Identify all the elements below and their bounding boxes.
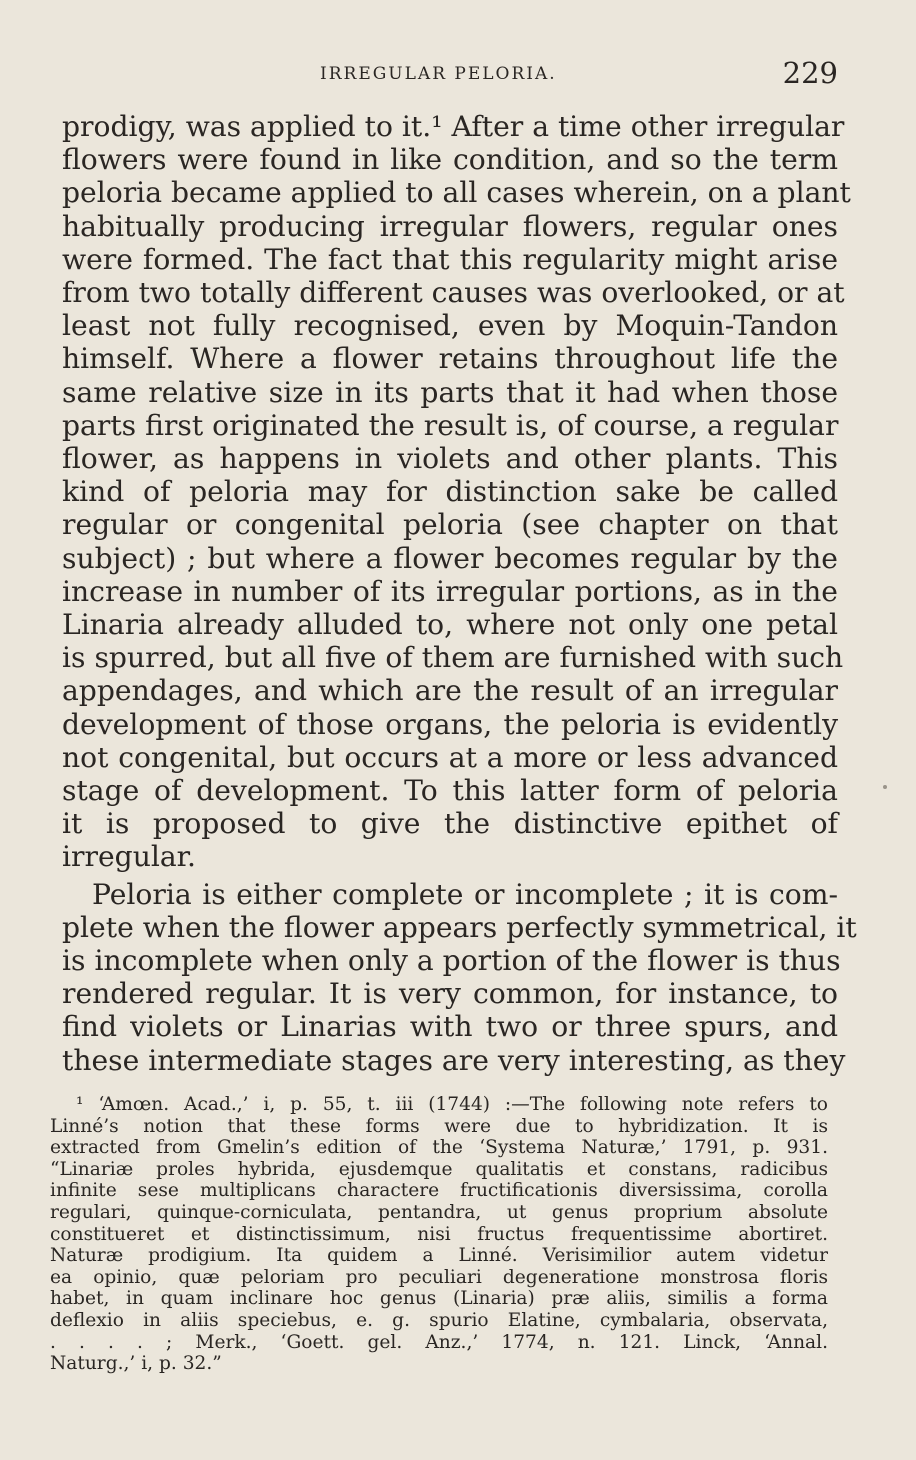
text-line: plete when the flower appears perfectly symmetrical, it <box>62 910 857 944</box>
footnote-line: Naturæ prodigium. Ita quidem a Linné. Verisimilior autem videtur <box>50 1245 828 1267</box>
text-line: himself. Where a flower retains throughout life the <box>62 342 838 376</box>
text-line: not congenital, but occurs at a more or less advanced <box>62 740 838 774</box>
main-text <box>62 110 857 1077</box>
footnote-line: “Linariæ proles hybrida, ejusdemque qualitatis et constans, radicibus <box>50 1158 828 1180</box>
text-line: development of those organs, the peloria is evidently <box>62 707 838 741</box>
text-line: find violets or Linarias with two or three spurs, and <box>62 1010 838 1044</box>
footnote-line: extracted from Gmelin’s edition of the ‘Systema Naturæ,’ 1791, p. 931. <box>50 1137 828 1159</box>
text-line: subject) ; but where a flower becomes regular by the <box>62 541 838 575</box>
text-line: habitually producing irregular flowers, regular ones <box>62 209 838 243</box>
text-line: is incomplete when only a portion of the flower is thus <box>62 944 841 978</box>
running-head <box>0 56 916 94</box>
text-line: Linaria already alluded to, where not only one petal <box>62 608 838 642</box>
footnote-line: Linné’s notion that these forms were due to hybridization. It is <box>50 1115 828 1137</box>
text-line: prodigy, was applied to it.¹ After a time other irregular <box>62 110 845 143</box>
text-line: rendered regular. It is very common, for instance, to <box>62 977 838 1011</box>
footnote-line: deflexio in aliis speciebus, e. g. spurio Elatine, cymbalaria, observata, <box>50 1309 828 1331</box>
text-line: parts first originated the result is, of course, a regular <box>62 408 839 442</box>
text-line: were formed. The fact that this regularity might arise <box>62 242 838 276</box>
text-line: irregular. <box>62 840 196 874</box>
text-line: flower, as happens in violets and other plants. This <box>62 442 838 476</box>
text-line: from two totally different causes was overlooked, or at <box>62 276 845 310</box>
paragraph-1 <box>62 110 851 874</box>
footnotes <box>50 1094 828 1375</box>
text-line: appendages, and which are the result of an irregular <box>62 674 838 708</box>
text-line: same relative size in its parts that it had when those <box>62 375 838 409</box>
text-line: least not fully recognised, even by Moquin-Tandon <box>62 309 838 343</box>
text-line: it is proposed to give the distinctive epithet of <box>62 807 838 841</box>
text-line: regular or congenital peloria (see chapter on that <box>62 508 838 542</box>
footnote-line: ¹ ‘Amœn. Acad.,’ i, p. 55, t. iii (1744) :—The following note refers to <box>76 1094 828 1115</box>
footnote-line: constitueret et distinctissimum, nisi fructus frequentissime abortiret. <box>50 1223 828 1245</box>
footnote-line: . . . . ; Merk., ‘Goett. gel. Anz.,’ 1774, n. 121. Linck, ‘Annal. <box>50 1331 828 1353</box>
text-line: stage of development. To this latter form of peloria <box>62 774 838 808</box>
footnote-line: Naturg.,’ i, p. 32.” <box>50 1353 222 1375</box>
text-line: peloria became applied to all cases wherein, on a plant <box>62 176 851 210</box>
text-line: Peloria is either complete or incomplete ; it is com- <box>92 877 838 911</box>
page-number: 229 <box>782 56 838 90</box>
text-line: these intermediate stages are very interesting, as they <box>62 1043 846 1077</box>
footnote-line: habet, in quam inclinare hoc genus (Linaria) præ aliis, similis a forma <box>50 1288 828 1310</box>
text-line: is spurred, but all five of them are furnished with such <box>62 641 844 675</box>
text-line: increase in number of its irregular portions, as in the <box>62 574 838 608</box>
running-title: IRREGULAR PELORIA. <box>320 64 557 84</box>
footnote-line: infinite sese multiplicans charactere fructificationis diversissima, corolla <box>50 1180 828 1202</box>
paper-speck <box>883 785 887 789</box>
footnote-line: regulari, quinque-corniculata, pentandra, ut genus proprium absolute <box>50 1201 828 1223</box>
paragraph-2 <box>62 877 857 1077</box>
footnote-line: ea opinio, quæ peloriam pro peculiari degeneratione monstrosa floris <box>50 1266 828 1288</box>
text-line: flowers were found in like condition, and so the term <box>62 143 838 177</box>
text-line: kind of peloria may for distinction sake be called <box>62 475 838 509</box>
